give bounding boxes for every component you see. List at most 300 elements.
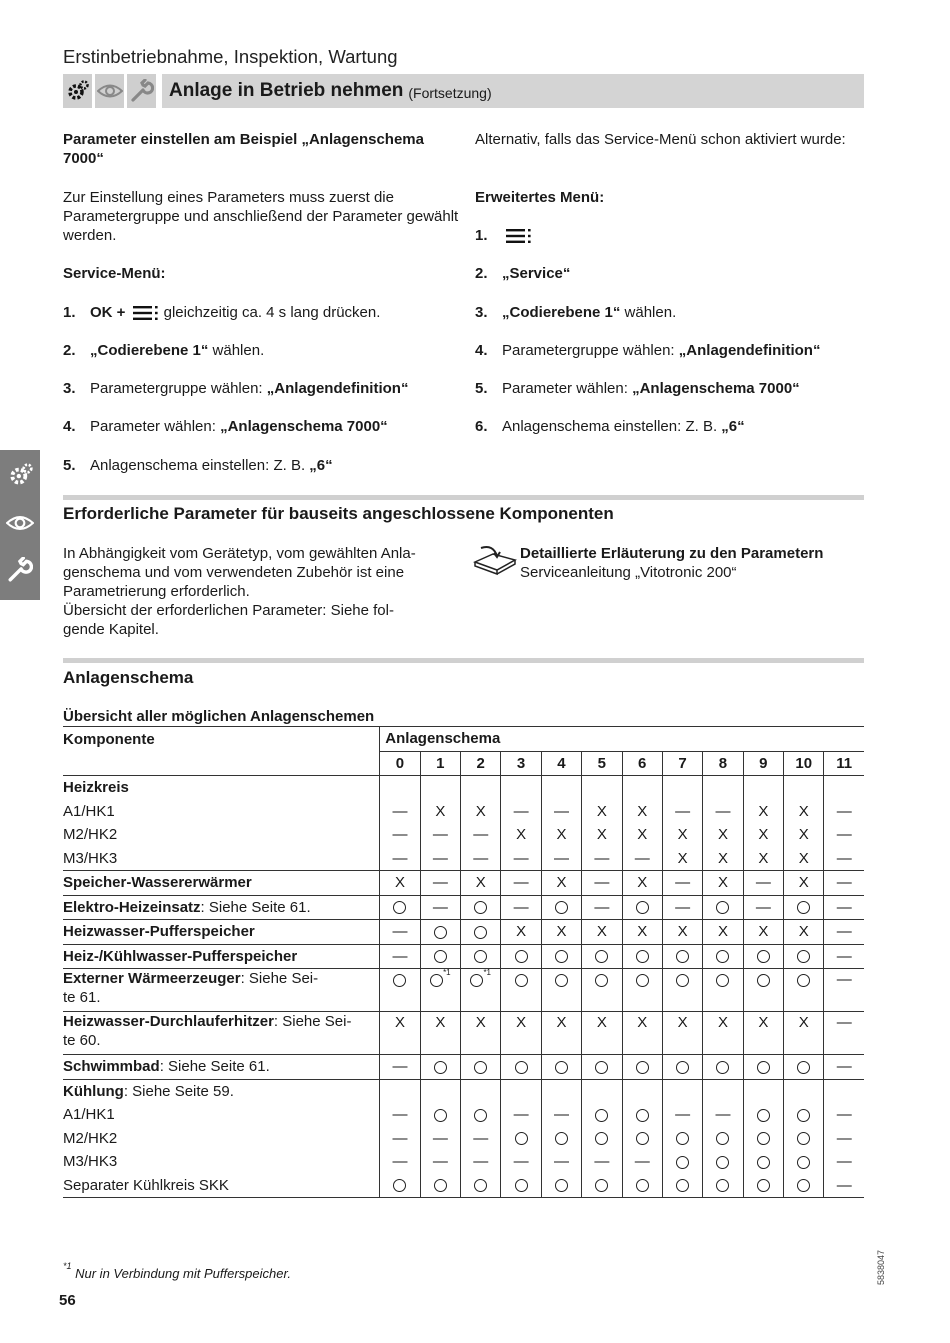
circle-icon <box>474 901 487 914</box>
table-cell <box>461 1174 501 1198</box>
circle-icon <box>797 1132 810 1145</box>
table-cell <box>743 1150 783 1174</box>
table-cell <box>662 1127 702 1151</box>
table-cell <box>824 1079 864 1103</box>
table-cell: — <box>541 800 581 824</box>
table-cell <box>501 1079 541 1103</box>
circle-icon <box>676 1179 689 1192</box>
table-cell: X <box>703 871 743 896</box>
row-label: A1/HK1 <box>63 802 115 820</box>
table-row <box>63 1079 864 1103</box>
circle-icon <box>676 1156 689 1169</box>
table-cell <box>622 944 662 969</box>
left-step-5: 5. Anlagenschema einstellen: Z. B. „6“ <box>63 457 333 474</box>
section-divider <box>63 495 864 500</box>
table-cell: — <box>380 1127 420 1151</box>
left-step-4: 4. Parameter wählen: „Anlagenschema 7000“ <box>63 418 388 435</box>
table-row <box>63 1103 864 1127</box>
circle-icon <box>393 901 406 914</box>
ref-text: Serviceanleitung „Vitotronic 200“ <box>520 564 737 581</box>
table-cell: — <box>824 1012 864 1055</box>
table-cell: — <box>420 847 460 871</box>
table-cell: X <box>743 823 783 847</box>
circle-icon <box>555 1061 568 1074</box>
circle-icon <box>797 950 810 963</box>
table-cell: — <box>461 823 501 847</box>
left-step-1: 1. OK + gleichzeitig ca. 4 s lang drücken. <box>63 304 381 321</box>
circle-icon <box>716 950 729 963</box>
section-header <box>63 74 864 108</box>
table-cell <box>582 969 622 1012</box>
table-cell <box>582 1055 622 1080</box>
circle-icon <box>393 1179 406 1192</box>
circle-icon <box>676 1061 689 1074</box>
table-cell <box>541 1127 581 1151</box>
row-label: M3/HK3 <box>63 849 118 867</box>
table-row <box>63 895 864 920</box>
right-step-4: 4. Parametergruppe wählen: „Anlagendefinition“ <box>475 342 821 359</box>
table-cell <box>743 1055 783 1080</box>
table-row <box>63 1150 864 1174</box>
table-cell: — <box>703 800 743 824</box>
table-cell <box>824 776 864 800</box>
header-spacer <box>63 751 380 776</box>
row-label: Heizkreis <box>63 776 380 800</box>
circle-icon <box>757 950 770 963</box>
table-cell <box>420 1174 460 1198</box>
table-cell <box>420 920 460 945</box>
circle-icon <box>474 1061 487 1074</box>
circle-icon <box>515 1179 528 1192</box>
table-cell <box>582 776 622 800</box>
table-cell: X <box>622 823 662 847</box>
table-cell: X <box>501 1012 541 1055</box>
table-cell: — <box>824 1103 864 1127</box>
table-cell <box>582 944 622 969</box>
table-cell: X <box>784 847 824 871</box>
table-cell: X <box>461 800 501 824</box>
table-cell <box>703 1150 743 1174</box>
circle-icon <box>636 974 649 987</box>
col-schema-header: Anlagenschema <box>380 727 864 752</box>
table-cell <box>784 1174 824 1198</box>
table-cell <box>703 776 743 800</box>
right-step-5: 5. Parameter wählen: „Anlagenschema 7000“ <box>475 380 800 397</box>
schema-table <box>63 726 864 1198</box>
table-cell: — <box>461 847 501 871</box>
table-cell <box>662 1150 702 1174</box>
doc-number: 5838047 <box>876 1249 886 1285</box>
table-cell <box>501 969 541 1012</box>
table-cell <box>743 1103 783 1127</box>
circle-icon <box>757 1109 770 1122</box>
table-cell: — <box>582 1150 622 1174</box>
table-cell <box>541 776 581 800</box>
table-row <box>63 969 864 1012</box>
row-label: Heizwasser-Durchlauferhitzer: Siehe Sei- te 60. <box>63 1012 380 1055</box>
table-cell <box>662 776 702 800</box>
table-row <box>63 944 864 969</box>
row-label: Speicher-Wassererwärmer <box>63 871 380 896</box>
circle-icon <box>474 926 487 939</box>
table-cell <box>461 1055 501 1080</box>
table-cell <box>784 1079 824 1103</box>
circle-icon <box>676 974 689 987</box>
circle-icon <box>430 974 443 987</box>
circle-icon <box>757 1179 770 1192</box>
table-cell: — <box>380 847 420 871</box>
table-cell <box>703 895 743 920</box>
table-cell: X <box>380 1012 420 1055</box>
circle-icon <box>757 1132 770 1145</box>
table-cell: X <box>703 823 743 847</box>
table-cell <box>662 969 702 1012</box>
table-cell <box>461 1103 501 1127</box>
table-cell <box>420 1055 460 1080</box>
wrench-icon <box>127 74 156 108</box>
circle-icon <box>595 1179 608 1192</box>
circle-icon <box>757 1061 770 1074</box>
table-cell: — <box>662 800 702 824</box>
table-cell <box>501 944 541 969</box>
circle-icon <box>797 1179 810 1192</box>
table-cell <box>784 1103 824 1127</box>
table-cell <box>461 895 501 920</box>
menu-icon <box>506 228 534 244</box>
table-cell: X <box>784 920 824 945</box>
table-cell: X <box>420 800 460 824</box>
schema-number: 4 <box>541 751 581 776</box>
table-cell: — <box>743 895 783 920</box>
row-label: M3/HK3 <box>63 1153 118 1171</box>
schema-number: 9 <box>743 751 783 776</box>
table-row <box>63 1012 864 1055</box>
circle-icon <box>515 1061 528 1074</box>
circle-icon <box>515 1132 528 1145</box>
param-heading: Parameter einstellen am Beispiel „Anlagenschema 7000“ <box>63 131 424 167</box>
circle-icon <box>434 1061 447 1074</box>
extended-menu-title: Erweitertes Menü: <box>475 189 605 206</box>
circle-icon <box>515 950 528 963</box>
row-label: Elektro-Heizeinsatz: Siehe Seite 61. <box>63 895 380 920</box>
table-cell: — <box>380 944 420 969</box>
table-cell: X <box>662 920 702 945</box>
section3-heading: Anlagenschema <box>63 668 194 687</box>
table-cell: — <box>461 1150 501 1174</box>
right-step-2: 2. „Service“ <box>475 265 571 282</box>
table-cell <box>622 776 662 800</box>
right-step-6: 6. Anlagenschema einstellen: Z. B. „6“ <box>475 418 745 435</box>
row-label: M2/HK2 <box>63 826 118 844</box>
table-cell <box>784 944 824 969</box>
table-cell <box>501 776 541 800</box>
table-cell <box>784 776 824 800</box>
table-cell: — <box>824 823 864 847</box>
table-cell: — <box>461 1127 501 1151</box>
table-cell: — <box>824 969 864 1012</box>
page-title: Anlage in Betrieb nehmen <box>169 80 404 101</box>
wrench-icon <box>7 557 33 588</box>
table-cell <box>582 1103 622 1127</box>
side-tab <box>0 450 40 600</box>
row-label: Heiz-/Kühlwasser-Pufferspeicher <box>63 944 380 969</box>
table-cell <box>380 969 420 1012</box>
table-cell <box>622 1127 662 1151</box>
table-cell: X <box>541 920 581 945</box>
table-cell <box>703 969 743 1012</box>
table-cell <box>662 944 702 969</box>
circle-icon <box>434 1179 447 1192</box>
table-cell <box>541 944 581 969</box>
table-cell: *1 <box>420 969 460 1012</box>
circle-icon <box>636 1132 649 1145</box>
table-cell: — <box>420 1150 460 1174</box>
table-cell: X <box>743 920 783 945</box>
table-cell: X <box>743 847 783 871</box>
circle-icon <box>595 950 608 963</box>
table-cell: — <box>582 871 622 896</box>
table-cell: X <box>662 847 702 871</box>
table-cell: — <box>380 1150 420 1174</box>
table-cell: — <box>622 847 662 871</box>
table-cell: X <box>501 920 541 945</box>
table-cell <box>784 1127 824 1151</box>
table-cell <box>501 1127 541 1151</box>
table-cell: X <box>784 823 824 847</box>
table-cell: X <box>622 1012 662 1055</box>
table-cell: X <box>622 920 662 945</box>
circle-icon <box>797 1109 810 1122</box>
table-cell <box>703 1174 743 1198</box>
circle-icon <box>636 950 649 963</box>
table-cell: — <box>703 1103 743 1127</box>
circle-icon <box>555 950 568 963</box>
table-cell: X <box>622 871 662 896</box>
table-cell: X <box>541 871 581 896</box>
table-cell <box>784 895 824 920</box>
table-cell <box>622 1079 662 1103</box>
table-cell: — <box>501 1150 541 1174</box>
table-cell <box>420 776 460 800</box>
table-cell: — <box>420 895 460 920</box>
table-cell <box>743 1079 783 1103</box>
table-cell <box>622 969 662 1012</box>
table-cell: X <box>743 800 783 824</box>
page-title-bar <box>162 74 864 108</box>
left-step-3: 3. Parametergruppe wählen: „Anlagendefinition“ <box>63 380 409 397</box>
circle-icon <box>797 901 810 914</box>
table-cell <box>582 1079 622 1103</box>
table-cell: X <box>582 920 622 945</box>
circle-icon <box>716 974 729 987</box>
table-cell: — <box>380 920 420 945</box>
left-step-2: 2. „Codierebene 1“ wählen. <box>63 342 265 359</box>
table-cell <box>703 1079 743 1103</box>
table-cell: — <box>582 895 622 920</box>
table-cell: X <box>461 1012 501 1055</box>
table-cell: — <box>380 1103 420 1127</box>
table-cell: — <box>541 1150 581 1174</box>
table-cell: — <box>824 1174 864 1198</box>
service-menu-title: Service-Menü: <box>63 265 166 282</box>
table-cell <box>622 1103 662 1127</box>
table-cell <box>541 1055 581 1080</box>
chapter-title: Erstinbetriebnahme, Inspektion, Wartung <box>63 46 398 67</box>
table-cell: — <box>420 871 460 896</box>
table-cell: — <box>380 823 420 847</box>
footnote: $^{*1}$ Nur in Verbindung mit Pufferspeicher. <box>63 1261 291 1281</box>
menu-icon <box>133 305 161 321</box>
table-cell <box>420 944 460 969</box>
table-cell: — <box>501 1103 541 1127</box>
table-cell <box>461 1079 501 1103</box>
table-row <box>63 800 864 824</box>
table-cell <box>743 1174 783 1198</box>
table-cell: — <box>541 1103 581 1127</box>
table-cell: X <box>420 1012 460 1055</box>
circle-icon <box>555 974 568 987</box>
schema-number: 8 <box>703 751 743 776</box>
table-cell: — <box>582 847 622 871</box>
table-cell: X <box>703 847 743 871</box>
table-cell: — <box>662 1103 702 1127</box>
table-cell: X <box>662 823 702 847</box>
circle-icon <box>716 1179 729 1192</box>
circle-icon <box>797 1061 810 1074</box>
table-cell <box>461 776 501 800</box>
table-cell: — <box>380 1055 420 1080</box>
table-cell: X <box>380 871 420 896</box>
table-cell <box>501 1055 541 1080</box>
table-caption: Übersicht aller möglichen Anlagenschemen <box>63 708 375 725</box>
col-component-header: Komponente <box>63 727 380 752</box>
row-label: M2/HK2 <box>63 1129 118 1147</box>
table-cell: X <box>501 823 541 847</box>
row-label: Kühlung: Siehe Seite 59. <box>63 1079 380 1103</box>
table-cell: X <box>703 1012 743 1055</box>
circle-icon <box>515 974 528 987</box>
table-cell <box>380 895 420 920</box>
circle-icon <box>636 1179 649 1192</box>
circle-icon <box>470 974 483 987</box>
table-cell <box>380 1079 420 1103</box>
ref-title: Detaillierte Erläuterung zu den Parametern <box>520 545 824 562</box>
table-row <box>63 920 864 945</box>
circle-icon <box>716 1061 729 1074</box>
row-label: Separater Kühlkreis SKK <box>63 1174 380 1198</box>
table-cell: — <box>824 895 864 920</box>
book-icon <box>473 544 519 583</box>
row-label: A1/HK1 <box>63 1106 115 1124</box>
table-cell: — <box>824 920 864 945</box>
page-subtitle: (Fortsetzung) <box>408 85 492 101</box>
table-cell: — <box>501 895 541 920</box>
table-cell: X <box>743 1012 783 1055</box>
table-cell <box>784 1150 824 1174</box>
gear-icon <box>63 74 92 108</box>
table-cell: — <box>380 800 420 824</box>
right-step-1: 1. <box>475 226 534 245</box>
table-cell <box>541 1079 581 1103</box>
circle-icon <box>434 950 447 963</box>
table-cell <box>420 1079 460 1103</box>
circle-icon <box>716 1156 729 1169</box>
row-label: Heizwasser-Pufferspeicher <box>63 920 380 945</box>
table-cell <box>784 1055 824 1080</box>
table-cell: — <box>622 1150 662 1174</box>
circle-icon <box>797 1156 810 1169</box>
circle-icon <box>555 1179 568 1192</box>
table-cell <box>541 1174 581 1198</box>
table-cell <box>622 1055 662 1080</box>
row-label: Externer Wärmeerzeuger: Siehe Sei- te 61. <box>63 969 380 1012</box>
schema-number: 2 <box>461 751 501 776</box>
table-cell <box>501 1174 541 1198</box>
table-row <box>63 1055 864 1080</box>
circle-icon <box>676 950 689 963</box>
table-cell <box>784 969 824 1012</box>
page-number: 56 <box>59 1292 76 1309</box>
circle-icon <box>757 974 770 987</box>
table-row <box>63 823 864 847</box>
schema-number: 7 <box>662 751 702 776</box>
table-cell: — <box>824 847 864 871</box>
circle-icon <box>595 1109 608 1122</box>
table-row <box>63 847 864 871</box>
table-cell: — <box>824 800 864 824</box>
alt-intro: Alternativ, falls das Service-Menü schon aktiviert wurde: <box>475 131 846 148</box>
table-cell: — <box>824 871 864 896</box>
circle-icon <box>474 1109 487 1122</box>
schema-number: 1 <box>420 751 460 776</box>
circle-icon <box>555 1132 568 1145</box>
table-cell <box>662 1055 702 1080</box>
table-cell <box>541 895 581 920</box>
table-cell: X <box>582 823 622 847</box>
table-cell: X <box>582 800 622 824</box>
table-cell: — <box>420 823 460 847</box>
table-cell: X <box>662 1012 702 1055</box>
table-cell: X <box>461 871 501 896</box>
schema-number: 5 <box>582 751 622 776</box>
table-cell: — <box>824 1055 864 1080</box>
table-row <box>63 1127 864 1151</box>
table-cell: — <box>824 944 864 969</box>
table-cell: X <box>703 920 743 945</box>
table-cell <box>541 969 581 1012</box>
circle-icon <box>434 1109 447 1122</box>
table-cell: X <box>784 1012 824 1055</box>
circle-icon <box>716 901 729 914</box>
schema-number: 3 <box>501 751 541 776</box>
schema-number: 11 <box>824 751 864 776</box>
circle-icon <box>393 974 406 987</box>
table-cell <box>622 1174 662 1198</box>
table-cell <box>703 944 743 969</box>
table-cell <box>743 944 783 969</box>
table-cell <box>743 1127 783 1151</box>
table-cell <box>622 895 662 920</box>
table-cell: X <box>541 1012 581 1055</box>
schema-number: 10 <box>784 751 824 776</box>
table-cell: X <box>582 1012 622 1055</box>
circle-icon <box>636 1061 649 1074</box>
table-cell: — <box>824 1127 864 1151</box>
row-label: Schwimmbad: Siehe Seite 61. <box>63 1055 380 1080</box>
table-row <box>63 1174 864 1198</box>
circle-icon <box>474 950 487 963</box>
circle-icon <box>595 1061 608 1074</box>
